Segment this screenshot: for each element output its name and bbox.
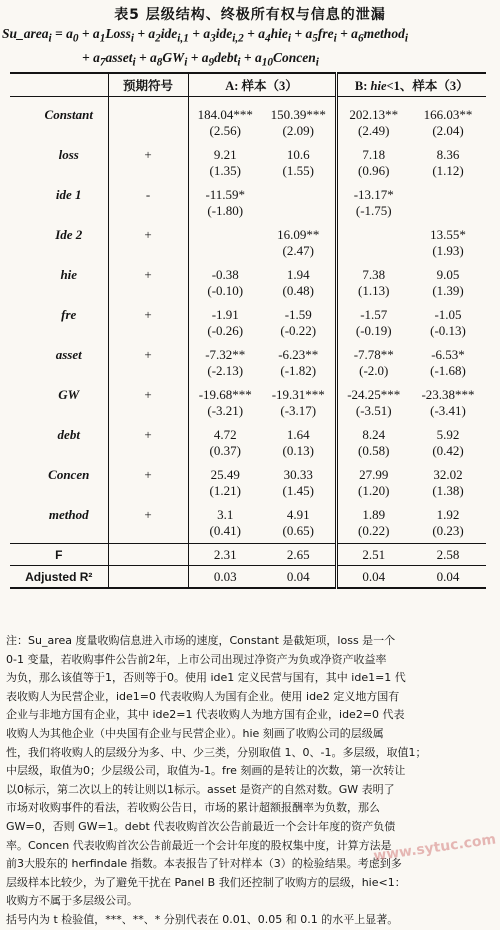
statistic-value: 0.04 — [336, 566, 410, 589]
t-statistic-value: (2.49) — [336, 123, 410, 143]
predicted-sign: + — [108, 463, 188, 483]
variable-name: Concen — [10, 463, 108, 483]
table-notes — [6, 632, 497, 930]
coefficient-value: 1.89 — [336, 503, 410, 523]
t-statistic-value: (-3.41) — [430, 403, 466, 418]
coefficient-value: 10.6 — [286, 147, 310, 162]
variable-name: Ide 2 — [10, 223, 108, 243]
t-statistic-value: (2.09) — [282, 123, 314, 138]
note-line: 以0标示，第二次以上的转让则以1标示。asset 是资产的自然对数。GW 表明了 — [6, 782, 395, 796]
table-row-t-statistic — [10, 323, 486, 343]
coefficient-value: 1.92 — [436, 507, 460, 522]
table-row-t-statistic — [10, 123, 486, 143]
variable-name-blank — [10, 443, 108, 463]
t-statistic-value: (-0.10) — [207, 283, 244, 298]
coefficient-value: -1.05 — [434, 307, 462, 322]
t-statistic-value: (2.56) — [209, 123, 241, 138]
t-statistic-value: (0.65) — [282, 523, 314, 538]
note-line: 括号内为 t 检验值，***、**、* 分别代表在 0.01、0.05 和 0.1 的水平上显著。 — [6, 912, 399, 926]
statistic-label: F — [10, 544, 108, 566]
variable-name: loss — [10, 143, 108, 163]
note-line: 0-1 变量，若收购事件公告前2年，上市公司出现过净资产为负或净资产收益率 — [6, 652, 387, 666]
table-row-coefficient — [10, 463, 486, 483]
variable-name: debt — [10, 423, 108, 443]
t-statistic-value: (0.37) — [209, 443, 241, 458]
coefficient-value: -0.38 — [211, 267, 239, 282]
table-row-coefficient — [10, 263, 486, 283]
coefficient-value: -23.38*** — [421, 387, 475, 402]
coefficient-value: 8.24 — [336, 423, 410, 443]
note-line: 率。Concen 代表收购首次公告前最近一个会计年度的股权集中度，计算方法是 — [6, 838, 392, 852]
variable-name-blank — [10, 243, 108, 263]
coefficient-value: 4.72 — [213, 427, 237, 442]
t-statistic-value: (-0.26) — [207, 323, 244, 338]
variable-name-blank — [10, 483, 108, 503]
note-line: GW=0，否则 GW=1。debt 代表收购首次公告前最近一个会计年度的资产负债 — [6, 819, 396, 833]
header-predicted-sign: 预期符号 — [108, 73, 188, 97]
t-statistic-value: (1.39) — [432, 283, 464, 298]
statistic-value: 0.03 — [188, 566, 262, 589]
t-statistic-value: (-3.17) — [280, 403, 317, 418]
coefficient-value — [410, 183, 486, 203]
regression-equation-line-2: + $a_7asset_i + a_8GW_i$ + $a_9debt_i$ + $a_{10}Concen_i$ — [82, 50, 319, 69]
header-panel-a: A: 样本（3） — [188, 73, 336, 97]
variable-name-blank — [10, 283, 108, 303]
t-statistic-value: (-1.68) — [430, 363, 466, 378]
variable-name: method — [10, 503, 108, 523]
variable-name-blank — [10, 363, 108, 383]
variable-name: fre — [10, 303, 108, 323]
table-header-row — [10, 73, 486, 97]
coefficient-value — [336, 223, 410, 243]
t-statistic-value: (1.13) — [336, 283, 410, 303]
coefficient-value: 3.1 — [217, 507, 234, 522]
watermark: www.sytuc.com — [372, 831, 497, 865]
note-line: 表收购人为民营企业，ide1=0 代表收购人为国有企业。使用 ide2 定义地方国有 — [6, 689, 400, 703]
note-line: 注：Su_area 度量收购信息进入市场的速度，Constant 是截矩项，loss 是一个 — [6, 634, 396, 647]
table-body — [10, 97, 486, 589]
statistic-value: 2.65 — [262, 544, 336, 566]
note-line: 层级样本比较少，为了避免干扰在 Panel B 我们还控制了收购方的层级，hie<1： — [6, 875, 406, 889]
coefficient-value: -1.91 — [211, 307, 239, 322]
table-row-t-statistic — [10, 483, 486, 503]
t-statistic-value: (-0.13) — [430, 323, 466, 338]
t-statistic-value: (1.93) — [432, 243, 464, 258]
t-statistic-value: (-0.19) — [336, 323, 410, 343]
variable-name: Constant — [10, 97, 108, 124]
coefficient-value: 166.03** — [423, 107, 473, 122]
coefficient-value: 184.04*** — [197, 107, 253, 122]
predicted-sign: + — [108, 383, 188, 403]
table-row-coefficient — [10, 343, 486, 363]
coefficient-value: -7.32** — [205, 347, 246, 362]
t-statistic-value: (-3.21) — [207, 403, 244, 418]
note-line: 企业与非地方国有企业，其中 ide2=1 代表收购人为地方国有企业，ide2=0 代表 — [6, 708, 405, 722]
statistic-sign-blank — [108, 544, 188, 566]
predicted-sign-blank — [108, 323, 188, 343]
statistic-sign-blank — [108, 566, 188, 589]
coefficient-value — [188, 223, 262, 243]
t-statistic-value: (-0.22) — [280, 323, 317, 338]
coefficient-value: -1.57 — [336, 303, 410, 323]
coefficient-value: 1.94 — [286, 267, 310, 282]
coefficient-value: 16.09** — [277, 227, 320, 242]
predicted-sign: + — [108, 503, 188, 523]
statistic-value: 2.51 — [336, 544, 410, 566]
t-statistic-value: (0.13) — [282, 443, 314, 458]
t-statistic-value: (1.55) — [282, 163, 314, 178]
note-line: 前3大股东的 herfindale 指数。本表报告了针对样本（3）的检验结果。考虑到多 — [6, 857, 402, 871]
coefficient-value: -6.23** — [278, 347, 319, 362]
note-line: 为负，那么该值等于1，否则等于0。使用 ide1 定义民营与国有，其中 ide1=1 代 — [6, 671, 406, 685]
predicted-sign: + — [108, 303, 188, 323]
table-row-coefficient — [10, 143, 486, 163]
coefficient-value: 8.36 — [436, 147, 460, 162]
header-variable — [10, 73, 108, 97]
variable-name: ide 1 — [10, 183, 108, 203]
table-row-t-statistic — [10, 163, 486, 183]
t-statistic-value — [188, 243, 262, 263]
predicted-sign-blank — [108, 163, 188, 183]
predicted-sign-blank — [108, 403, 188, 423]
predicted-sign: + — [108, 423, 188, 443]
table-row-t-statistic — [10, 523, 486, 544]
predicted-sign-blank — [108, 523, 188, 544]
t-statistic-value: (1.21) — [209, 483, 241, 498]
t-statistic-value: (1.45) — [282, 483, 314, 498]
t-statistic-value: (1.38) — [432, 483, 464, 498]
t-statistic-value — [262, 203, 336, 223]
table-row-coefficient — [10, 223, 486, 243]
coefficient-value: -1.59 — [284, 307, 312, 322]
predicted-sign-blank — [108, 363, 188, 383]
coefficient-value: 13.55* — [430, 227, 466, 242]
coefficient-value: 25.49 — [210, 467, 240, 482]
table-row-t-statistic — [10, 203, 486, 223]
coefficient-value: 5.92 — [436, 427, 460, 442]
predicted-sign: - — [108, 183, 188, 203]
note-line: 性，我们将收购人的层级分为多、中、少三类，分别取值 1、0、-1。多层级，取值1； — [6, 745, 427, 759]
table-row-statistic — [10, 566, 486, 589]
t-statistic-value: (0.41) — [209, 523, 241, 538]
statistic-value: 0.04 — [410, 566, 486, 589]
statistic-label: Adjusted R² — [10, 566, 108, 589]
predicted-sign-blank — [108, 283, 188, 303]
t-statistic-value — [410, 203, 486, 223]
coefficient-value: 27.99 — [336, 463, 410, 483]
note-line: 收购人为其他企业（中央国有企业与民营企业）。hie 刻画了收购公司的层级属 — [6, 726, 384, 740]
statistic-value: 0.04 — [262, 566, 336, 589]
predicted-sign-blank — [108, 443, 188, 463]
coefficient-value: 9.05 — [436, 267, 460, 282]
t-statistic-value: (0.96) — [336, 163, 410, 183]
note-line: 中层级，取值为0；少层级公司，取值为-1。fre 刻画的是转让的次数，第一次转让 — [6, 764, 406, 778]
coefficient-value: 30.33 — [283, 467, 313, 482]
statistic-value: 2.58 — [410, 544, 486, 566]
t-statistic-value: (0.22) — [336, 523, 410, 544]
regression-equation-line-1: Su_area$_i$ = $a_0$ + $a_1Loss_i + a_2ide_{i,1} + a_3ide_{i,2} + a_4hie_i + a_5fre_i$ + $a_6method_i$ — [2, 26, 408, 45]
note-line: 市场对收购事件的看法，若收购公告日，市场的累计超额报酬率为负数，那么 — [6, 801, 380, 815]
coefficient-value: -7.78** — [336, 343, 410, 363]
table-row-t-statistic — [10, 363, 486, 383]
coefficient-value: -6.53* — [431, 347, 465, 362]
table-row-t-statistic — [10, 443, 486, 463]
table-row-coefficient — [10, 183, 486, 203]
table-row-statistic — [10, 544, 486, 566]
table-row-coefficient — [10, 383, 486, 403]
coefficient-value — [262, 183, 336, 203]
variable-name-blank — [10, 523, 108, 544]
t-statistic-value: (0.58) — [336, 443, 410, 463]
t-statistic-value: (0.48) — [282, 283, 314, 298]
table-row-t-statistic — [10, 403, 486, 423]
coefficient-value: -11.59* — [205, 187, 246, 202]
table-row-coefficient — [10, 303, 486, 323]
predicted-sign-blank — [108, 123, 188, 143]
t-statistic-value: (-3.51) — [336, 403, 410, 423]
predicted-sign: + — [108, 263, 188, 283]
t-statistic-value: (1.12) — [432, 163, 464, 178]
table-row-coefficient — [10, 503, 486, 523]
table-row-t-statistic — [10, 243, 486, 263]
coefficient-value: -19.31*** — [271, 387, 325, 402]
predicted-sign-blank — [108, 203, 188, 223]
predicted-sign-blank — [108, 243, 188, 263]
note-line: 收购方不属于多层级公司。 — [6, 894, 138, 908]
variable-name-blank — [10, 163, 108, 183]
coefficient-value: -13.17* — [336, 183, 410, 203]
variable-name-blank — [10, 203, 108, 223]
t-statistic-value: (2.04) — [432, 123, 464, 138]
predicted-sign — [108, 97, 188, 124]
t-statistic-value: (2.47) — [282, 243, 314, 258]
coefficient-value: -19.68*** — [198, 387, 252, 402]
table-row-coefficient — [10, 423, 486, 443]
variable-name-blank — [10, 123, 108, 143]
variable-name-blank — [10, 323, 108, 343]
t-statistic-value: (-1.75) — [336, 203, 410, 223]
variable-name: hie — [10, 263, 108, 283]
t-statistic-value: (-1.80) — [207, 203, 244, 218]
variable-name-blank — [10, 403, 108, 423]
table-row-coefficient — [10, 97, 486, 124]
predicted-sign: + — [108, 343, 188, 363]
table-row-t-statistic — [10, 283, 486, 303]
predicted-sign-blank — [108, 483, 188, 503]
coefficient-value: 4.91 — [286, 507, 310, 522]
statistic-value: 2.31 — [188, 544, 262, 566]
coefficient-value: 32.02 — [433, 467, 463, 482]
coefficient-value: -24.25*** — [336, 383, 410, 403]
t-statistic-value: (-2.0) — [336, 363, 410, 383]
coefficient-value: 7.38 — [336, 263, 410, 283]
t-statistic-value: (1.35) — [209, 163, 241, 178]
predicted-sign: + — [108, 223, 188, 243]
t-statistic-value: (-2.13) — [207, 363, 244, 378]
coefficient-value: 1.64 — [286, 427, 310, 442]
t-statistic-value — [336, 243, 410, 263]
regression-table — [10, 72, 486, 589]
coefficient-value: 9.21 — [213, 147, 237, 162]
t-statistic-value: (1.20) — [336, 483, 410, 503]
coefficient-value: 202.13** — [336, 97, 410, 124]
variable-name: GW — [10, 383, 108, 403]
coefficient-value: 150.39*** — [270, 107, 326, 122]
t-statistic-value: (0.23) — [432, 523, 464, 538]
table-title: 表5 层级结构、终极所有权与信息的泄漏 — [114, 7, 386, 23]
t-statistic-value: (-1.82) — [280, 363, 317, 378]
coefficient-value: 7.18 — [336, 143, 410, 163]
t-statistic-value: (0.42) — [432, 443, 464, 458]
header-panel-b: B: hie<1、样本（3） — [336, 73, 486, 97]
predicted-sign: + — [108, 143, 188, 163]
variable-name: asset — [10, 343, 108, 363]
